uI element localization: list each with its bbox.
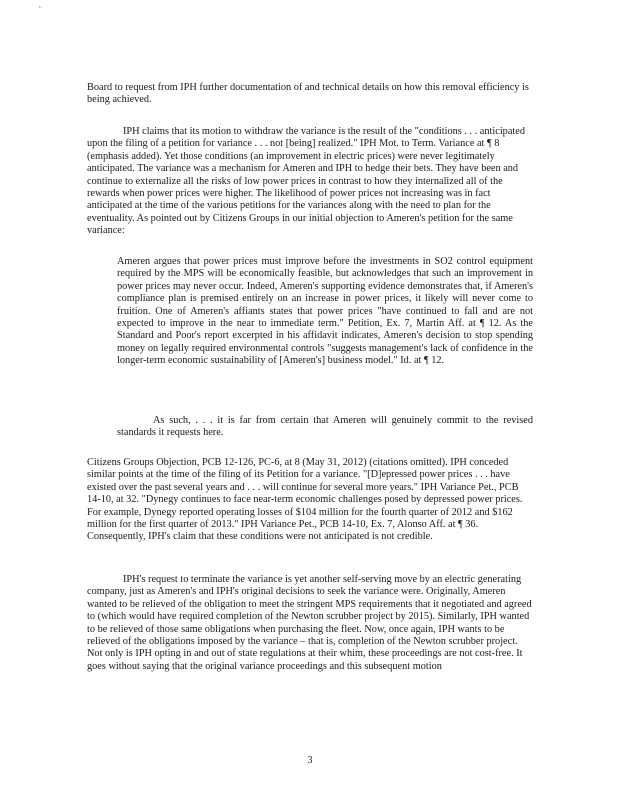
block-quote-ameren: Ameren argues that power prices must improve before the investments in SO2 control equipment required by the MPS will be economically feasible, but acknowledges that such an improvement in power prices may never occur. Indeed, Ameren's supporting evidence demonstrates that, if Ameren's compliance plan is premised entirely on an increase in power prices, it likely will never come to fruition. One of Ameren's affiants states that power prices "have continued to fall and are not expected to improve in the near to immediate term." Petition, Ex. 7, Martin Aff. at ¶ 12. As the Standard and Poor's report excerpted in his affidavit indicates, Ameren's decision to stop spending money on legally required environmental controls "suggests management's lack of confidence in the longer-term economic sustainability of [Ameren's] business model." Id. at ¶ 12.	[117, 256, 533, 367]
paragraph-self-serving: IPH's request to terminate the variance is yet another self-serving move by an electric generating company, just as Ameren's and IPH's original decisions to seek the variance were. Originally, Ameren wanted to be relieved of the obligation to meet the stringent MPS requirements that it negotiated and agreed to (which would have required completion of the Newton scrubber project by 2015). Similarly, IPH wanted to be relieved of those same obligations when purchasing the fleet. Now, once again, IPH wants to be relieved of the obligations imposed by the variance – that is, completion of the Newton scrubber project. Not only is IPH opting in and out of state regulations at their whim, these proceedings are not cost-free. It goes without saying that the original variance proceedings and this subsequent motion	[87, 574, 532, 672]
paragraph-citation: Citizens Groups Objection, PCB 12-126, PC-6, at 8 (May 31, 2012) (citations omitted). IPH conceded similar points at the time of the filing of its Petition for a variance. "[D]epressed power prices . . . have existed over the past several years and . . . will continue for several more years." IPH Variance Pet., PCB 14-10, at 32. "Dynegy continues to face near-term economic challenges posed by depressed power prices. For example, Dynegy reported operating losses of $104 million for the fourth quarter of 2012 and $162 million for the first quarter of 2013." IPH Variance Pet., PCB 14-10, Ex. 7, Alonso Aff. at ¶ 36. Consequently, IPH's claim that these conditions were not anticipated is not credible.	[87, 457, 523, 543]
block-quote-commit: As such, . . . it is far from certain that Ameren will genuinely commit to the revised standards it requests here.	[117, 415, 533, 439]
page-number: 3	[307, 755, 313, 766]
scan-mark: `	[38, 6, 42, 17]
paragraph-iph-claims: IPH claims that its motion to withdraw the variance is the result of the "conditions . . . anticipated upon the filing of a petition for variance . . . not [being] realized." IPH Mot. to Term. Variance at ¶ 8 (emphasis added). Yet those conditions (an improvement in electric prices) were never legitimately anticipated. The variance was a mechanism for Ameren and IPH to hedge their bets. They have been and continue to externalize all the risks of low power prices in contrast to how they internalized all of the rewards when power prices were higher. The likelihood of power prices not increasing was in fact anticipated at the time of the various petitions for the variances along with the need to plan for the eventuality. As pointed out by Citizens Groups in our initial objection to Ameren's petition for the same variance:	[87, 126, 525, 237]
paragraph-continuation: Board to request from IPH further documentation of and technical details on how this removal efficiency is being achieved.	[87, 82, 529, 106]
